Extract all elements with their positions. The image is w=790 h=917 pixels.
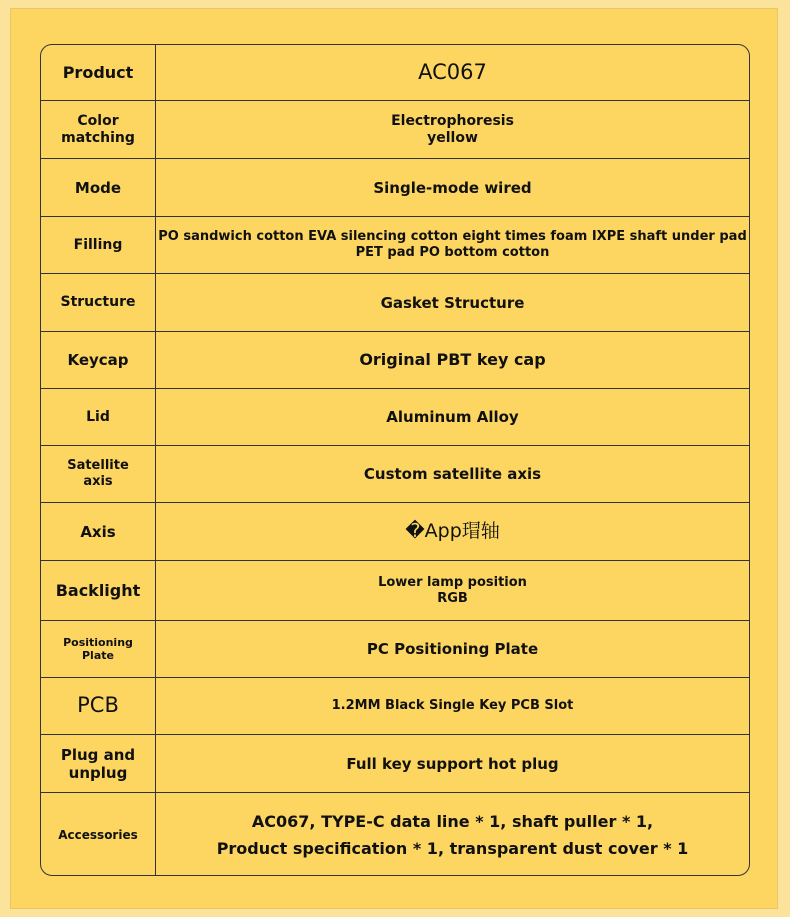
- spec-label: [41, 678, 156, 734]
- spec-value: [156, 678, 749, 734]
- product-label: Product: [62, 62, 134, 82]
- backlight-label: Backlight: [55, 580, 141, 600]
- spec-value: [156, 621, 749, 677]
- spec-value: [156, 274, 749, 331]
- filling-value: PO sandwich cotton EVA silencing cotton eight times foam IXPE shaft under pad PET pad PO bottom cotton: [158, 229, 747, 260]
- axis-label: Axis: [80, 522, 116, 541]
- structure-label: Structure: [60, 294, 136, 311]
- mode-value: Single-mode wired: [373, 178, 532, 197]
- spec-label: [41, 561, 156, 620]
- spec-label: [41, 274, 156, 331]
- spec-row-axis: [41, 503, 749, 561]
- spec-label: [41, 621, 156, 677]
- spec-label: [41, 332, 156, 388]
- spec-value: [156, 561, 749, 620]
- spec-value: [156, 389, 749, 445]
- product-value: AC067: [418, 59, 487, 84]
- positioning-value: PC Positioning Plate: [366, 640, 539, 658]
- spec-label: [41, 503, 156, 560]
- accessories-label: Accessories: [58, 827, 138, 842]
- keycap-label: Keycap: [67, 351, 129, 369]
- spec-value: [156, 446, 749, 502]
- backlight-value: Lower lamp position RGB: [378, 574, 527, 606]
- satellite-value: Custom satellite axis: [363, 465, 542, 483]
- spec-label: [41, 446, 156, 502]
- spec-label: [41, 735, 156, 792]
- spec-value: [156, 503, 749, 560]
- keycap-value: Original PBT key cap: [359, 350, 546, 370]
- color-label: Color matching: [61, 112, 135, 146]
- structure-value: Gasket Structure: [380, 293, 525, 312]
- spec-row-pcb: [41, 678, 749, 735]
- spec-label: [41, 45, 156, 100]
- spec-row-positioning: [41, 621, 749, 678]
- spec-row-keycap: [41, 332, 749, 389]
- spec-row-plug: [41, 735, 749, 793]
- spec-label: [41, 793, 156, 876]
- satellite-label: Satellite axis: [67, 458, 129, 489]
- spec-value: [156, 101, 749, 158]
- positioning-label: Positioning Plate: [63, 635, 133, 662]
- filling-label: Filling: [73, 236, 123, 253]
- spec-row-mode: [41, 159, 749, 217]
- spec-row-backlight: [41, 561, 749, 621]
- spec-label: [41, 217, 156, 273]
- lid-value: Aluminum Alloy: [386, 408, 519, 426]
- spec-value: [156, 159, 749, 216]
- mode-label: Mode: [74, 178, 122, 197]
- plug-label: Plug and unplug: [60, 745, 136, 782]
- spec-value: [156, 735, 749, 792]
- spec-label: [41, 101, 156, 158]
- spec-value: [156, 45, 749, 100]
- pcb-value: 1.2MM Black Single Key PCB Slot: [331, 698, 574, 714]
- spec-table: [40, 44, 750, 876]
- spec-value: [156, 332, 749, 388]
- spec-row-accessories: [41, 793, 749, 876]
- lid-label: Lid: [86, 408, 110, 425]
- accessories-value: AC067, TYPE-C data line * 1, shaft puller * 1, Product specification * 1, transparent dust cover * 1: [216, 811, 689, 858]
- spec-label: [41, 159, 156, 216]
- plug-value: Full key support hot plug: [346, 754, 559, 773]
- pcb-label: PCB: [77, 693, 119, 718]
- spec-value: [156, 217, 749, 273]
- spec-row-satellite: [41, 446, 749, 503]
- spec-row-product: [41, 45, 749, 101]
- spec-row-lid: [41, 389, 749, 446]
- color-value: Electrophoresis yellow: [391, 112, 514, 146]
- spec-row-color: [41, 101, 749, 159]
- spec-row-filling: [41, 217, 749, 274]
- spec-row-structure: [41, 274, 749, 332]
- spec-label: [41, 389, 156, 445]
- spec-value: [156, 793, 749, 876]
- axis-value: �App瑁轴: [405, 520, 500, 543]
